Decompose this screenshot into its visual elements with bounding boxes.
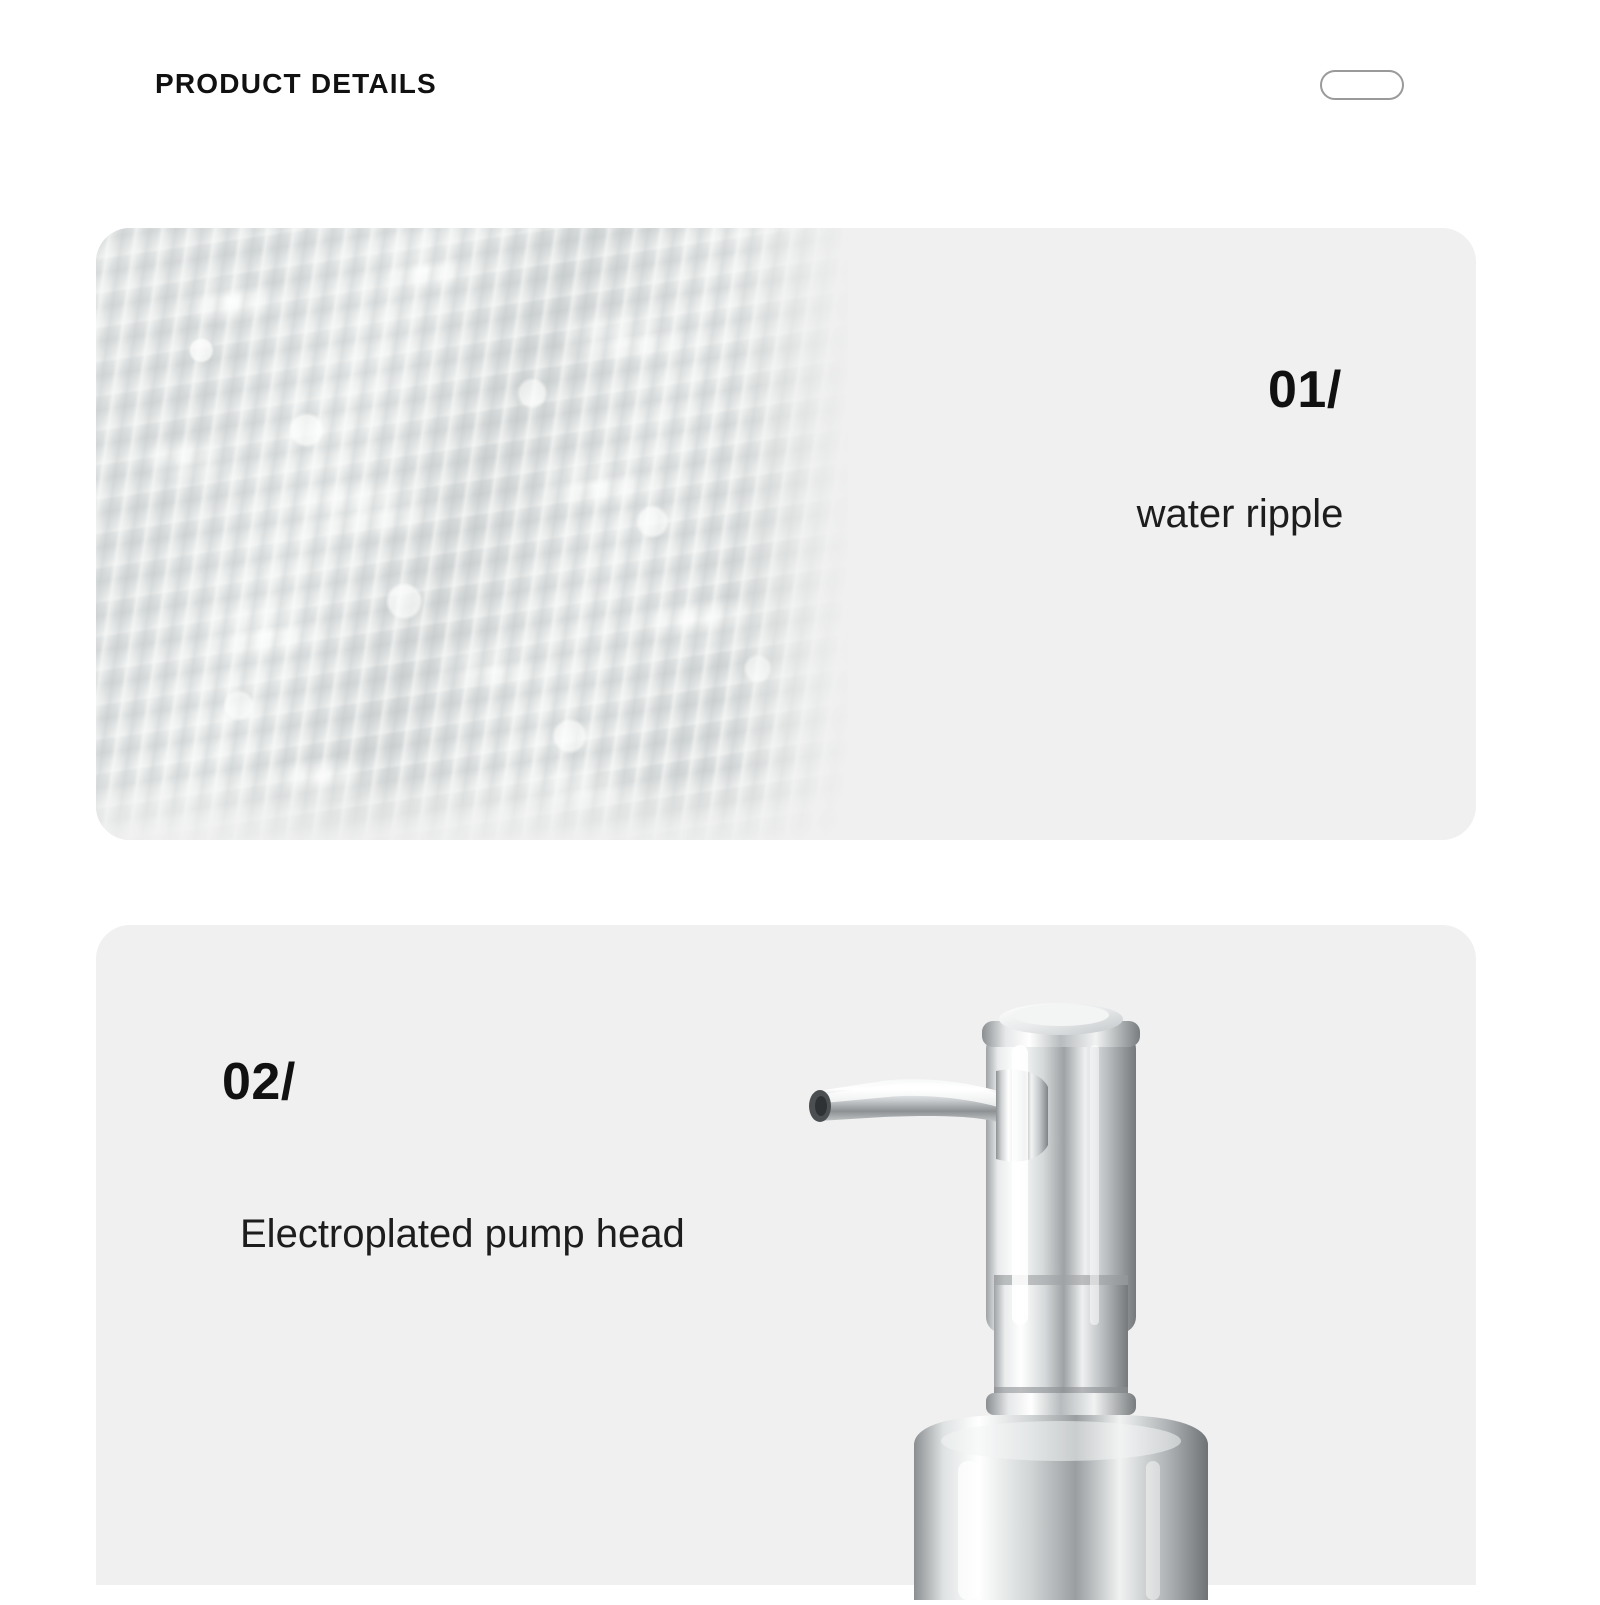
rounded-pill-outline-icon xyxy=(1320,70,1404,100)
page-header xyxy=(0,0,1600,175)
section-number-01: 01/ xyxy=(1268,361,1342,419)
section-label-01: water ripple xyxy=(1136,492,1344,536)
pump-head-image xyxy=(790,975,1230,1600)
water-ripple-image xyxy=(96,228,848,840)
section-label-02: Electroplated pump head xyxy=(240,1212,685,1256)
image-bottom-fade xyxy=(96,770,848,840)
image-right-fade xyxy=(728,228,848,840)
section-number-02: 02/ xyxy=(222,1053,296,1111)
page-title: PRODUCT DETAILS xyxy=(155,68,437,99)
